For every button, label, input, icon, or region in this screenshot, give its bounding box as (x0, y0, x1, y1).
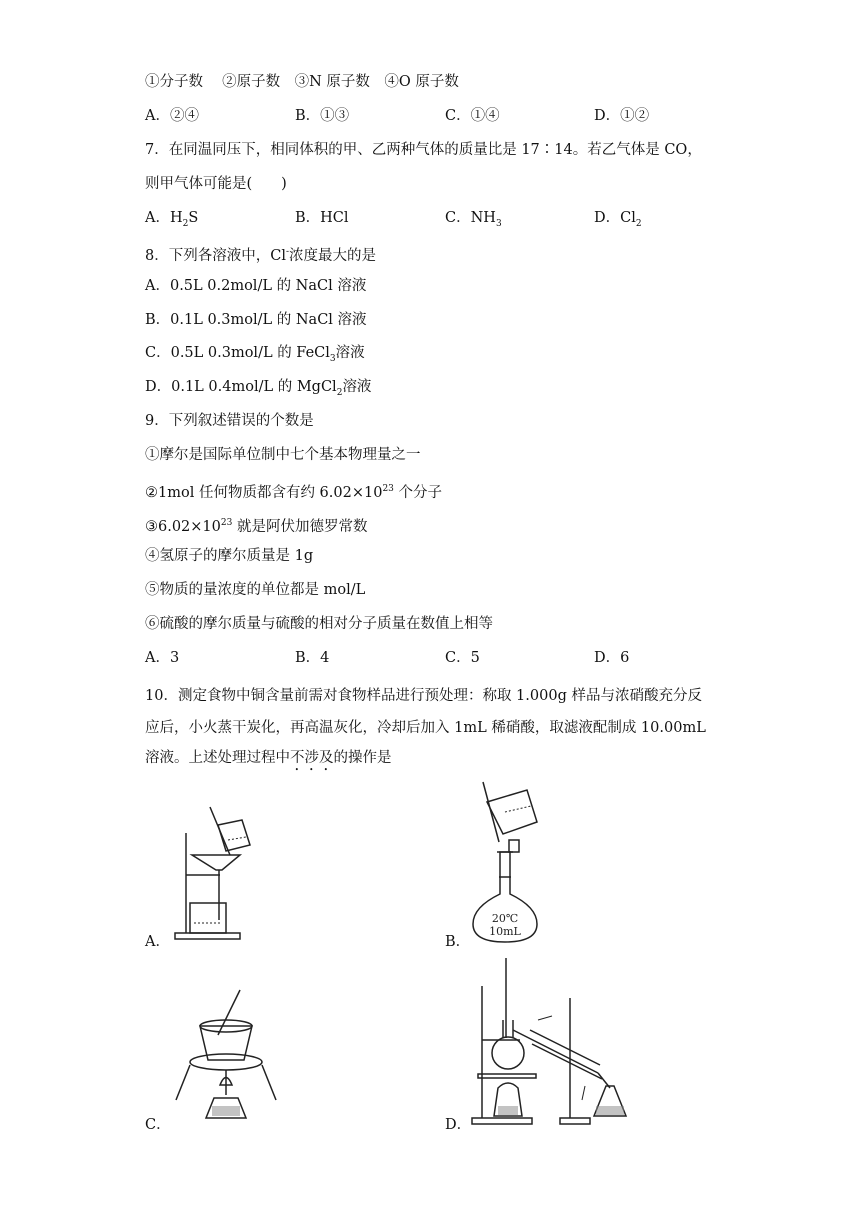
q7-stem-line2: 则甲气体可能是( ) (145, 176, 287, 192)
q9-statement-1: ①摩尔是国际单位制中七个基本物理量之一 (145, 447, 421, 463)
crucible-heating-apparatus (170, 990, 280, 1125)
q9-statement-6: ⑥硫酸的摩尔质量与硫酸的相对分子质量在数值上相等 (145, 616, 493, 632)
q6-items: ①分子数 ②原子数 ③N 原子数 ④O 原子数 (145, 74, 459, 90)
flask-volume-label: 10mL (489, 925, 521, 938)
q10-stem-line2: 应后，小火蒸干炭化，再高温灰化，冷却后加入 1mL 稀硝酸，取滤液配制成 10.00mL (145, 720, 706, 736)
q6-option-b: B．①③ (295, 108, 350, 124)
q7-option-b: B．HCl (295, 210, 349, 226)
q6-option-c: C．①④ (445, 108, 500, 124)
filtration-apparatus (170, 805, 280, 945)
q8-stem: 8．下列各溶液中，Cl-浓度最大的是 (145, 247, 377, 264)
q10-stem-line3: 溶液。上述处理过程中不涉及的操作是 (145, 750, 392, 766)
q7-option-c: C．$NH_3$ (445, 210, 502, 229)
q6-option-d: D．①② (594, 108, 650, 124)
q9-option-c: C．5 (445, 650, 480, 666)
q8-option-d: D．0.1L 0.4mol/L 的 MgCl$_2$溶液 (145, 379, 372, 398)
q10-label-d: D． (445, 1117, 472, 1133)
q7-option-a: A．$H_2S$ (145, 210, 199, 229)
q9-statement-3: $③6.02\times 10^{23}$ 就是阿伏加德罗常数 (145, 518, 368, 535)
volumetric-flask-apparatus (465, 782, 555, 947)
emphasized-text: 不涉及 (290, 750, 334, 766)
q7-stem-line1: 7．在同温同压下，相同体积的甲、乙两种气体的质量比是 17∶14。若乙气体是 CO， (145, 142, 702, 158)
q10-label-a: A． (145, 934, 170, 950)
q10-stem-line1: 10．测定食物中铜含量前需对食物样品进行预处理：称取 1.000g 样品与浓硝酸充分反 (145, 688, 702, 704)
q10-label-b: B． (445, 934, 471, 950)
q9-statement-2: ②1mol 任何物质都含有约 $6.02\times 10^{23}$ 个分子 (145, 484, 443, 501)
q8-option-c: C．0.5L 0.3mol/L 的 FeCl$_3$溶液 (145, 345, 365, 364)
q7-option-d: D．$Cl_2$ (594, 210, 642, 229)
q9-stem: 9．下列叙述错误的个数是 (145, 413, 314, 429)
q8-option-a: A．0.5L 0.2mol/L 的 NaCl 溶液 (145, 278, 367, 294)
q10-label-c: C． (145, 1117, 171, 1133)
q9-option-a: A．3 (145, 650, 180, 666)
q9-option-b: B．4 (295, 650, 330, 666)
q6-option-a: A．②④ (145, 108, 199, 124)
q8-option-b: B．0.1L 0.3mol/L 的 NaCl 溶液 (145, 312, 367, 328)
flask-temperature-label: 20℃ (491, 912, 519, 925)
q9-option-d: D．6 (594, 650, 630, 666)
q9-statement-4: ④氢原子的摩尔质量是 1g (145, 548, 314, 564)
distillation-apparatus (470, 958, 645, 1128)
q9-statement-5: ⑤物质的量浓度的单位都是 mol/L (145, 582, 366, 598)
